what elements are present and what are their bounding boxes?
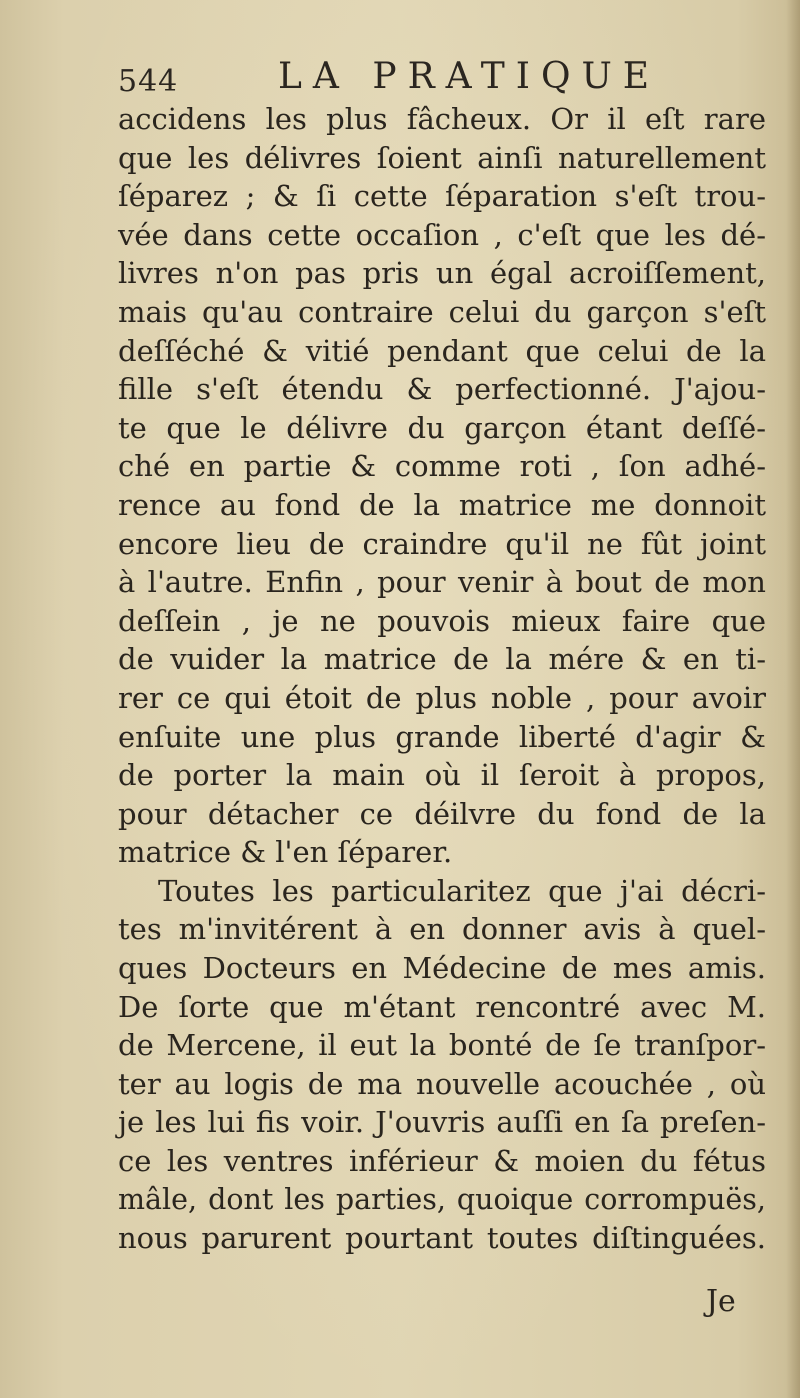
- text-line: livres n'on pas pris un égal acroiſſement,: [118, 256, 766, 291]
- text-line: pour détacher ce déilvre du fond de la: [118, 796, 766, 831]
- text-line: ce les ventres inférieur & moien du fétus: [118, 1144, 766, 1179]
- text-line: de vuider la matrice de la mére & en ti-: [118, 642, 766, 677]
- text-line: je les lui fis voir. J'ouvris auſſi en ſa preſen-: [118, 1105, 766, 1140]
- text-line: fille s'eſt étendu & perfectionné. J'ajou-: [118, 372, 766, 407]
- text-line: matrice & l'en ſéparer.: [118, 835, 453, 870]
- text-line: de Mercene, il eut la bonté de ſe tranſpor-: [118, 1028, 766, 1063]
- text-line: enſuite une plus grande liberté d'agir &: [118, 719, 766, 754]
- body-text: [118, 100, 766, 1258]
- text-line: Toutes les particularitez que j'ai décri-: [158, 873, 766, 908]
- text-line: vée dans cette occaſion , c'eſt que les dé-: [118, 217, 766, 252]
- text-line: ter au logis de ma nouvelle acouchée , où: [118, 1066, 766, 1101]
- text-line: encore lieu de craindre qu'il ne fût joint: [118, 526, 766, 561]
- text-line: ché en partie & comme roti , ſon adhé-: [118, 449, 766, 484]
- page-edge-shadow: [786, 0, 800, 1398]
- text-line: nous parurent pourtant toutes diſtinguées.: [118, 1221, 766, 1256]
- text-line: mais qu'au contraire celui du garçon s'eſt: [118, 294, 766, 329]
- text-line: à l'autre. Enfin , pour venir à bout de mon: [118, 565, 766, 600]
- text-line: rer ce qui étoit de plus noble , pour avoir: [118, 680, 766, 715]
- text-line: deſſéché & vitié pendant que celui de la: [118, 333, 766, 368]
- text-line: ſéparez ; & ſi cette ſéparation s'eſt trou-: [118, 179, 766, 214]
- running-head: [118, 56, 778, 106]
- text-line: accidens les plus fâcheux. Or il eſt rare: [118, 102, 766, 136]
- text-line: que les délivres ſoient ainſi naturellement: [118, 140, 766, 175]
- text-line: te que le délivre du garçon étant deſſé-: [118, 410, 766, 445]
- text-line: mâle, dont les parties, quoique corrompuës,: [118, 1182, 766, 1216]
- page-number: 544: [118, 64, 179, 99]
- text-line: de porter la main où il ſeroit à propos,: [118, 758, 766, 793]
- text-line: tes m'invitérent à en donner avis à quel-: [118, 912, 766, 947]
- catchword: Je: [706, 1284, 736, 1319]
- text-line: deſſein , je ne pouvois mieux faire que: [118, 603, 766, 638]
- text-line: ques Docteurs en Médecine de mes amis.: [118, 951, 766, 986]
- text-line: De ſorte que m'étant rencontré avec M.: [118, 989, 766, 1024]
- text-line: rence au fond de la matrice me donnoit: [118, 487, 766, 522]
- running-title: LA PRATIQUE: [278, 56, 661, 97]
